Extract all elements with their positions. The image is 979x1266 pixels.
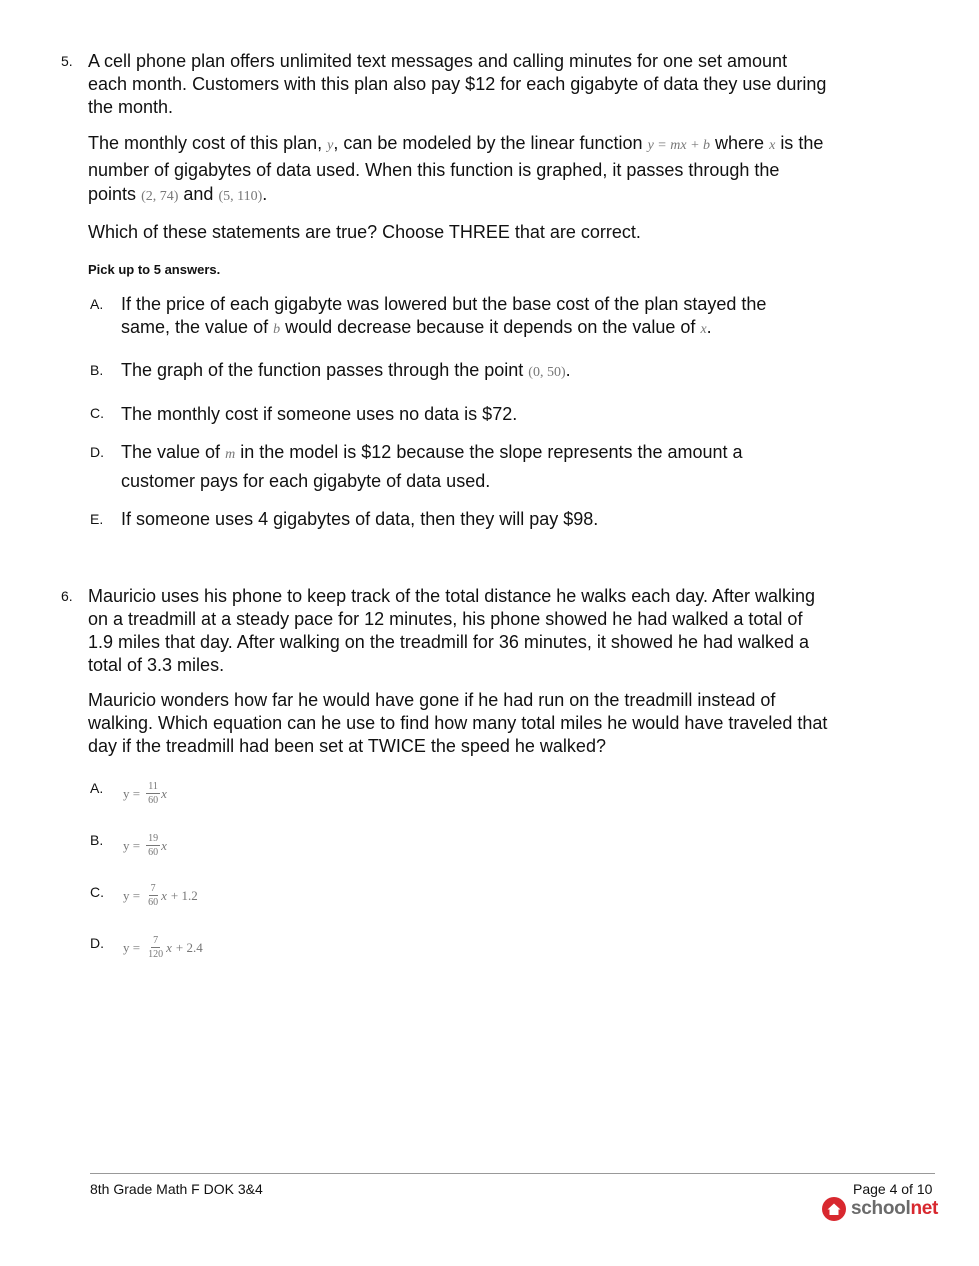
option-b-letter: B.: [90, 362, 104, 378]
fraction: $\frac{7}{60}$: [148, 883, 159, 908]
q6-option-a-letter: A.: [90, 780, 104, 796]
schoolnet-logo: [821, 1196, 938, 1222]
question-5-paragraph-2: The monthly cost of this plan, y, can be modeled by the linear function y = mx + b where x is the number of gigabytes of data used. When this function is graphed, it passes through the points (2, 74) and (5, 110).: [88, 133, 824, 204]
page-indicator: Page 4 of 10: [853, 1181, 933, 1197]
math-linear-function: y = mx + b: [647, 138, 711, 153]
q5-option-d[interactable]: The value of m in the model is $12 because the slope represents the amount a customer pays for each gigabyte of data used.: [121, 442, 743, 491]
fraction: $\frac{11}{60}$: [148, 781, 159, 806]
q6-option-a[interactable]: y = $\frac{11}{60}$ x: [123, 781, 167, 806]
question-6-paragraph-2: Mauricio wonders how far he would have gone if he had run on the treadmill instead of walking. Which equation can he use to find how many total miles he would have traveled that day if the treadmill had been set at TWICE the speed he walked?: [88, 690, 828, 756]
fraction: $\frac{7}{120}$: [148, 935, 164, 960]
answer-instruction: Pick up to 5 answers.: [88, 262, 221, 277]
q5-option-e[interactable]: If someone uses 4 gigabytes of data, then they will pay $98.: [121, 509, 599, 529]
math-point-2: (5, 110): [218, 189, 263, 204]
question-5-body: [88, 50, 828, 256]
option-e-letter: E.: [90, 511, 104, 527]
q6-option-d[interactable]: y = $\frac{7}{120}$ x + 2.4: [123, 935, 203, 960]
question-5-number: 5.: [61, 53, 73, 69]
q6-option-c-letter: C.: [90, 884, 104, 900]
q5-option-c[interactable]: The monthly cost if someone uses no data is $72.: [121, 404, 518, 424]
q6-option-b[interactable]: y = $\frac{19}{60}$ x: [123, 833, 167, 858]
option-a-letter: A.: [90, 296, 104, 312]
math-point-1: (2, 74): [141, 189, 179, 204]
question-5-paragraph-1: A cell phone plan offers unlimited text messages and calling minutes for one set amount each month. Customers with this plan also pay $12 for each gigabyte of data they use during the month.: [88, 51, 827, 117]
fraction: $\frac{19}{60}$: [148, 833, 159, 858]
option-c-letter: C.: [90, 405, 104, 421]
footer-divider: [90, 1173, 935, 1174]
question-6-number: 6.: [61, 588, 73, 604]
math-var-y: y: [327, 138, 334, 153]
question-6-body: [88, 585, 828, 770]
footer-title: 8th Grade Math F DOK 3&4: [90, 1181, 263, 1197]
question-5-prompt: Which of these statements are true? Choose THREE that are correct.: [88, 222, 641, 242]
q6-option-b-letter: B.: [90, 832, 104, 848]
question-6-paragraph-1: Mauricio uses his phone to keep track of the total distance he walks each day. After walking on a treadmill at a steady pace for 12 minutes, his phone showed he had walked a total of 1.9 miles that day. After walking on the treadmill for 36 minutes, it showed he had walked a total of 3.3 miles.: [88, 586, 816, 675]
logo-text: schoolnet: [851, 1198, 939, 1219]
q6-option-c[interactable]: y = $\frac{7}{60}$ x + 1.2: [123, 883, 198, 908]
q5-option-b[interactable]: The graph of the function passes through the point (0, 50).: [121, 360, 571, 380]
math-var-x: x: [769, 138, 776, 153]
option-d-letter: D.: [90, 444, 104, 460]
home-icon: [821, 1196, 847, 1222]
q5-option-a[interactable]: If the price of each gigabyte was lowered but the base cost of the plan stayed the same, the value of b would decrease because it depends on the value of x.: [121, 294, 767, 337]
q6-option-d-letter: D.: [90, 935, 104, 951]
